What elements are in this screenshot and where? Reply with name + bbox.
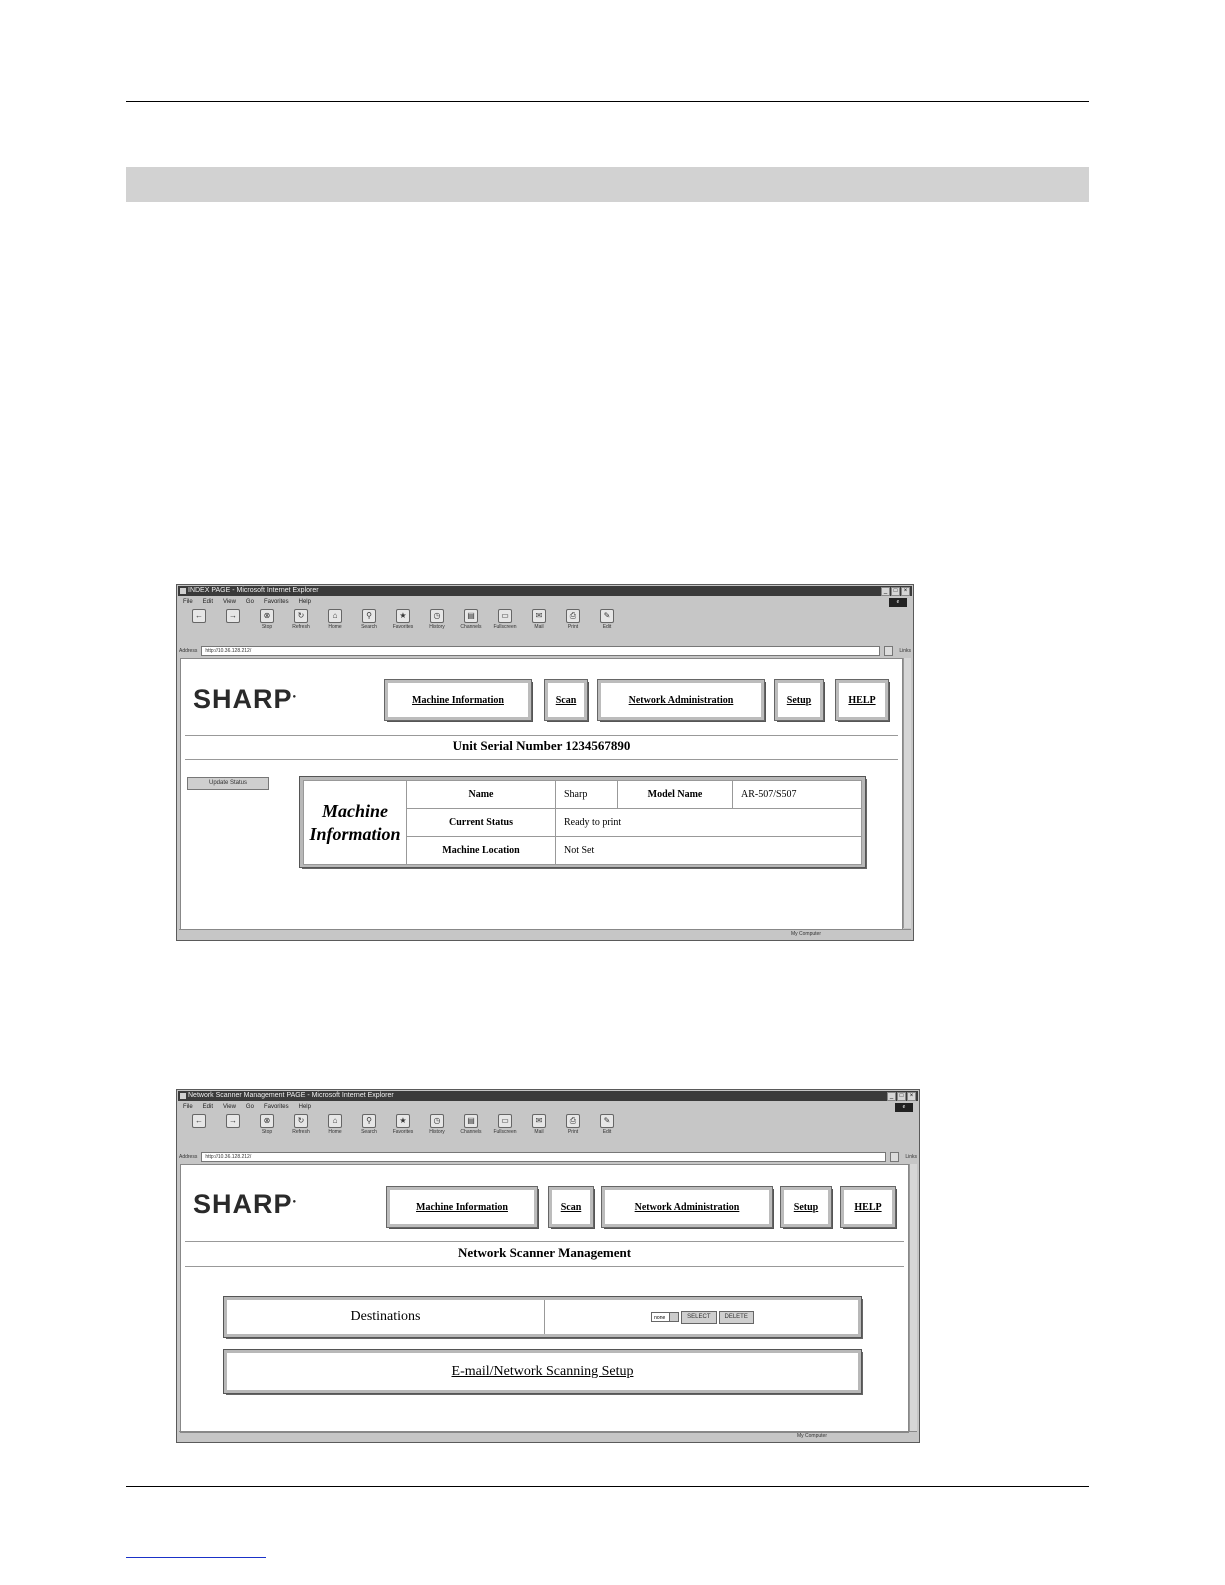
- destinations-label: Destinations: [227, 1300, 545, 1334]
- menu-file[interactable]: File: [183, 599, 193, 605]
- favorites-button[interactable]: [391, 1114, 415, 1135]
- stop-button[interactable]: [255, 1114, 279, 1135]
- edit-label: Edit: [602, 1129, 612, 1135]
- nav-network-administration[interactable]: Network Administration: [602, 1187, 772, 1227]
- window-titlebar: [178, 586, 912, 596]
- address-bar: [179, 645, 911, 656]
- nav-scan[interactable]: Scan: [549, 1187, 593, 1227]
- mail-label: Mail: [534, 1129, 544, 1135]
- search-button[interactable]: [357, 1114, 381, 1135]
- print-button[interactable]: [561, 609, 585, 630]
- ie-app-icon: [180, 588, 186, 594]
- search-button[interactable]: [357, 609, 381, 630]
- update-status-button[interactable]: Update Status: [187, 777, 269, 790]
- search-label: Search: [361, 624, 377, 630]
- destination-select[interactable]: none: [651, 1312, 679, 1322]
- channels-button[interactable]: [459, 1114, 483, 1135]
- address-dropdown-icon[interactable]: [890, 1152, 899, 1162]
- back-icon: ←: [192, 609, 206, 623]
- edit-label: Edit: [602, 624, 612, 630]
- ie-logo-icon: e: [895, 1103, 913, 1112]
- nav-help[interactable]: HELP: [841, 1187, 895, 1227]
- mail-icon: ✉: [532, 609, 546, 623]
- fullscreen-icon: ▭: [498, 609, 512, 623]
- home-icon: ⌂: [328, 1114, 342, 1128]
- email-network-scanning-setup-link[interactable]: E-mail/Network Scanning Setup: [451, 1363, 634, 1379]
- title-line-2: Information: [309, 823, 401, 844]
- back-icon: ←: [192, 1114, 206, 1128]
- links-label[interactable]: Links: [899, 647, 911, 654]
- name-value: Sharp: [556, 781, 618, 809]
- address-input[interactable]: http://10.36.128.212/: [201, 1152, 886, 1162]
- refresh-label: Refresh: [292, 624, 310, 630]
- browser-toolbar: [187, 609, 619, 639]
- search-label: Search: [361, 1129, 377, 1135]
- logo-text: SHARP: [193, 684, 293, 714]
- close-icon[interactable]: ×: [907, 1092, 916, 1101]
- print-label: Print: [567, 624, 579, 630]
- section-heading-band: [126, 167, 1089, 202]
- refresh-button[interactable]: [289, 1114, 313, 1135]
- footer-link-underline: [126, 1557, 266, 1558]
- home-label: Home: [328, 1129, 342, 1135]
- browser-window-network-scanner: [176, 1089, 920, 1443]
- edit-icon: ✎: [600, 609, 614, 623]
- browser-window-machine-info: [176, 584, 914, 941]
- print-icon: ⎙: [566, 609, 580, 623]
- menu-help[interactable]: Help: [298, 599, 311, 605]
- window-controls: [881, 587, 910, 596]
- history-button[interactable]: [425, 609, 449, 630]
- maximize-icon[interactable]: □: [897, 1092, 906, 1101]
- machine-location-value: Not Set: [556, 837, 862, 865]
- window-title: Network Scanner Management PAGE - Microsoft Internet Explorer: [188, 1092, 394, 1099]
- browser-toolbar: [187, 1114, 619, 1144]
- back-button[interactable]: [187, 609, 211, 624]
- name-label: Name: [407, 781, 556, 809]
- address-dropdown-icon[interactable]: [884, 646, 893, 656]
- minimize-icon[interactable]: _: [887, 1092, 896, 1101]
- fullscreen-button[interactable]: [493, 609, 517, 630]
- destinations-row: [224, 1297, 861, 1337]
- unit-serial-number: Unit Serial Number 1234567890: [452, 738, 631, 753]
- network-scanner-management-title: Network Scanner Management: [457, 1245, 632, 1260]
- select-button[interactable]: SELECT: [681, 1311, 716, 1324]
- forward-button[interactable]: [221, 1114, 245, 1129]
- mail-button[interactable]: [527, 609, 551, 630]
- mail-icon: ✉: [532, 1114, 546, 1128]
- history-label: History: [429, 1129, 445, 1135]
- fullscreen-label: Fullscreen: [493, 1129, 517, 1135]
- stop-label: Stop: [261, 624, 273, 630]
- menu-favorites[interactable]: Favorites: [263, 1104, 289, 1110]
- machine-location-label: Machine Location: [407, 837, 556, 865]
- logo-dot: ●: [292, 694, 298, 700]
- stop-icon: ⊗: [260, 609, 274, 623]
- nav-setup[interactable]: Setup: [775, 680, 823, 720]
- history-label: History: [429, 624, 445, 630]
- address-label: Address: [179, 647, 198, 654]
- menu-go[interactable]: Go: [245, 599, 254, 605]
- current-status-value: Ready to print: [556, 809, 862, 837]
- menu-view[interactable]: View: [223, 1104, 236, 1110]
- menu-bar: [183, 1102, 311, 1112]
- nav-help[interactable]: HELP: [836, 680, 888, 720]
- menu-view[interactable]: View: [223, 599, 236, 605]
- current-status-label: Current Status: [407, 809, 556, 837]
- refresh-icon: ↻: [294, 1114, 308, 1128]
- machine-information-title-cell: [304, 781, 407, 865]
- menu-favorites[interactable]: Favorites: [263, 599, 289, 605]
- home-label: Home: [328, 624, 342, 630]
- sharp-logo: [193, 1189, 297, 1220]
- forward-icon: →: [226, 1114, 240, 1128]
- page-viewport: [180, 658, 903, 930]
- model-name-label: Model Name: [618, 781, 733, 809]
- back-button[interactable]: [187, 1114, 211, 1129]
- history-button[interactable]: [425, 1114, 449, 1135]
- divider-top: [185, 1241, 904, 1242]
- page-viewport: [180, 1164, 909, 1433]
- destinations-controls: [547, 1300, 858, 1334]
- divider-bottom: [185, 1266, 904, 1267]
- links-label[interactable]: Links: [905, 1153, 917, 1160]
- history-icon: ◷: [430, 609, 444, 623]
- status-zone: My Computer: [796, 1433, 827, 1439]
- model-name-value: AR-507/S507: [733, 781, 862, 809]
- nav-scan[interactable]: Scan: [545, 680, 587, 720]
- nav-network-administration[interactable]: Network Administration: [598, 680, 764, 720]
- fullscreen-label: Fullscreen: [493, 624, 517, 630]
- home-button[interactable]: [323, 1114, 347, 1135]
- vertical-scrollbar[interactable]: [909, 1164, 917, 1431]
- channels-icon: ▤: [464, 1114, 478, 1128]
- sharp-logo: [193, 684, 297, 715]
- minimize-icon[interactable]: _: [881, 587, 890, 596]
- mail-label: Mail: [534, 624, 544, 630]
- refresh-label: Refresh: [292, 1129, 310, 1135]
- forward-icon: →: [226, 609, 240, 623]
- channels-button[interactable]: [459, 609, 483, 630]
- refresh-button[interactable]: [289, 609, 313, 630]
- edit-button[interactable]: [595, 1114, 619, 1135]
- menu-go[interactable]: Go: [245, 1104, 254, 1110]
- status-zone: My Computer: [790, 931, 821, 937]
- close-icon[interactable]: ×: [901, 587, 910, 596]
- fullscreen-button[interactable]: [493, 1114, 517, 1135]
- maximize-icon[interactable]: □: [891, 587, 900, 596]
- vertical-scrollbar[interactable]: [903, 658, 911, 928]
- nav-machine-information[interactable]: Machine Information: [385, 680, 531, 720]
- status-bar: [179, 929, 911, 939]
- favorites-icon: ★: [396, 609, 410, 623]
- nav-machine-information[interactable]: Machine Information: [387, 1187, 537, 1227]
- edit-icon: ✎: [600, 1114, 614, 1128]
- favorites-icon: ★: [396, 1114, 410, 1128]
- channels-icon: ▤: [464, 609, 478, 623]
- footer-rule: [126, 1486, 1089, 1487]
- address-label: Address: [179, 1153, 198, 1160]
- divider-bottom: [185, 759, 898, 760]
- ie-logo-icon: e: [889, 598, 907, 607]
- edit-button[interactable]: [595, 609, 619, 630]
- print-label: Print: [567, 1129, 579, 1135]
- address-input[interactable]: http://10.36.128.212/: [201, 646, 880, 656]
- delete-button[interactable]: DELETE: [719, 1311, 754, 1324]
- forward-button[interactable]: [221, 609, 245, 624]
- print-button[interactable]: [561, 1114, 585, 1135]
- stop-label: Stop: [261, 1129, 273, 1135]
- favorites-button[interactable]: [391, 609, 415, 630]
- header-rule: [126, 101, 1089, 102]
- email-network-scanning-setup-box: [224, 1350, 861, 1393]
- logo-dot: ●: [292, 1199, 298, 1205]
- logo-text: SHARP: [193, 1189, 293, 1219]
- home-button[interactable]: [323, 609, 347, 630]
- history-icon: ◷: [430, 1114, 444, 1128]
- stop-icon: ⊗: [260, 1114, 274, 1128]
- menu-file[interactable]: File: [183, 1104, 193, 1110]
- channels-label: Channels: [460, 1129, 482, 1135]
- search-icon: ⚲: [362, 609, 376, 623]
- menu-edit[interactable]: Edit: [202, 599, 214, 605]
- nav-setup[interactable]: Setup: [781, 1187, 831, 1227]
- mail-button[interactable]: [527, 1114, 551, 1135]
- window-title: INDEX PAGE - Microsoft Internet Explorer: [188, 587, 319, 594]
- favorites-label: Favorites: [392, 1129, 414, 1135]
- menu-bar: [183, 597, 311, 607]
- refresh-icon: ↻: [294, 609, 308, 623]
- print-icon: ⎙: [566, 1114, 580, 1128]
- ie-app-icon: [180, 1093, 186, 1099]
- status-bar: [179, 1431, 917, 1441]
- channels-label: Channels: [460, 624, 482, 630]
- window-titlebar: [178, 1091, 918, 1101]
- machine-information-table: [300, 777, 865, 867]
- stop-button[interactable]: [255, 609, 279, 630]
- title-line-1: Machine: [321, 800, 388, 821]
- search-icon: ⚲: [362, 1114, 376, 1128]
- home-icon: ⌂: [328, 609, 342, 623]
- divider-top: [185, 735, 898, 736]
- machine-information-title: [304, 800, 406, 846]
- favorites-label: Favorites: [392, 624, 414, 630]
- menu-help[interactable]: Help: [298, 1104, 311, 1110]
- menu-edit[interactable]: Edit: [202, 1104, 214, 1110]
- window-controls: [887, 1092, 916, 1101]
- address-bar: [179, 1151, 917, 1162]
- fullscreen-icon: ▭: [498, 1114, 512, 1128]
